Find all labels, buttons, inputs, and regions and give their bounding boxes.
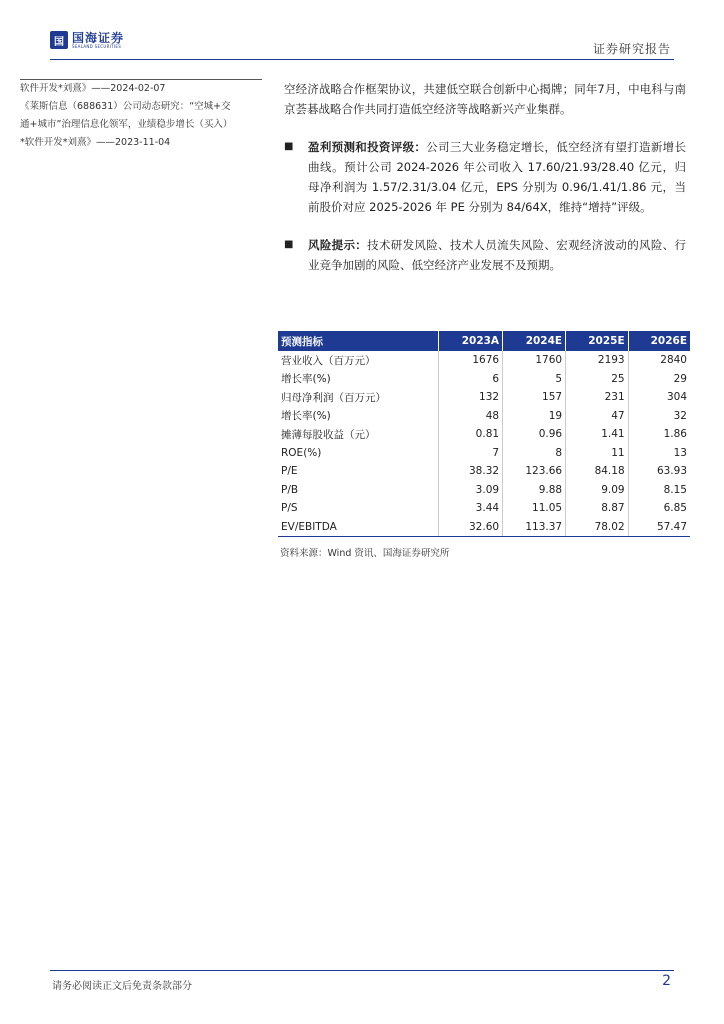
table-cell: 8.87 — [566, 499, 629, 518]
table-cell: 113.37 — [503, 518, 566, 537]
table-cell: 2840 — [660, 354, 687, 367]
table-row — [278, 481, 690, 500]
row-label: P/S — [278, 499, 439, 518]
table-cell: 3.44 — [439, 499, 503, 518]
table-cell: 1676 — [439, 351, 503, 370]
table-cell: 11 — [566, 444, 629, 463]
forecast-section — [284, 137, 686, 217]
table-cell: 48 — [439, 407, 503, 426]
table-cell: 6.85 — [663, 502, 687, 515]
company-logo — [50, 31, 124, 49]
table-cell: 29 — [673, 372, 687, 385]
table-cell: 6 — [439, 370, 503, 389]
bullet-square-icon: ■ — [284, 141, 294, 152]
table-cell: 5 — [503, 370, 566, 389]
table-row — [278, 388, 690, 407]
table-cell: 2193 — [566, 351, 629, 370]
table-cell: 1.41 — [566, 425, 629, 444]
table-cell: 231 — [566, 388, 629, 407]
row-label: ROE(%) — [278, 444, 439, 463]
logo-name: 国海证券 — [72, 30, 125, 45]
column-header: 预测指标 — [278, 331, 439, 351]
table-row — [278, 518, 690, 537]
table-cell: 1760 — [503, 351, 566, 370]
column-header: 2026E — [628, 331, 690, 351]
logo-english-name: SEALAND SECURITIES — [72, 43, 122, 49]
table-row — [278, 370, 690, 389]
table-source: 资料来源：Wind 资讯、国海证券研究所 — [280, 548, 450, 559]
related-report-line: 软件开发*刘熹》——2024-02-07 — [20, 83, 166, 94]
table-cell: 132 — [439, 388, 503, 407]
table-cell: 11.05 — [503, 499, 566, 518]
row-label: 增长率(%) — [278, 370, 439, 389]
table-row — [278, 462, 690, 481]
table-cell: 38.32 — [439, 462, 503, 481]
forecast-heading: 盈利预测和投资评级： — [308, 140, 427, 154]
related-report-line: 通+城市”治理信息化领军，业绩稳步增长（买入） — [20, 119, 233, 130]
table-cell: 84.18 — [566, 462, 629, 481]
table-cell: 8 — [503, 444, 566, 463]
table-cell: 304 — [666, 391, 687, 404]
risk-text: 技术研发风险、技术人员流失风险、宏观经济波动的风险、行业竞争加剧的风险、低空经济产业发展不及预期。 — [308, 238, 687, 272]
main-content — [284, 79, 686, 275]
table-cell: 8.15 — [663, 483, 687, 496]
page-number: 2 — [662, 973, 671, 989]
forecast-table — [278, 331, 690, 537]
header-divider — [50, 59, 674, 60]
table-row — [278, 351, 690, 370]
table-row — [278, 407, 690, 426]
related-report-line: *软件开发*刘熹》——2023-11-04 — [20, 137, 171, 148]
row-label: EV/EBITDA — [278, 518, 439, 537]
report-type: 证券研究报告 — [592, 42, 671, 56]
row-label: 摊薄每股收益（元） — [278, 425, 439, 444]
table-cell: 19 — [503, 407, 566, 426]
table-cell: 7 — [439, 444, 503, 463]
table-cell: 0.96 — [503, 425, 566, 444]
logo-icon: 国 — [50, 31, 68, 49]
row-label: 营业收入（百万元） — [278, 351, 439, 370]
risk-section — [284, 235, 686, 275]
forecast-text: 公司三大业务稳定增长，低空经济有望打造新增长曲线。预计公司 2024-2026 年公司收入 17.60/21.93/28.40 亿元，归母净利润为 1.57/2.31/3.04 亿元，EPS 分别为 0.96/1.41/1.86 元，当前股价对应 2025-2026 年 PE 分别为 84/64X，维持“增持”评级。 — [308, 140, 687, 214]
bullet-square-icon: ■ — [284, 239, 294, 250]
table-cell: 32.60 — [439, 518, 503, 537]
table-cell: 9.09 — [566, 481, 629, 500]
related-report-line: 《莱斯信息（688631）公司动态研究：“空城+交 — [20, 101, 231, 112]
table-cell: 3.09 — [439, 481, 503, 500]
table-row — [278, 444, 690, 463]
row-label: P/E — [278, 462, 439, 481]
footer-divider — [50, 970, 674, 971]
footer-disclaimer: 请务必阅读正文后免责条款部分 — [52, 981, 192, 992]
column-header: 2024E — [503, 331, 566, 351]
table-header-row — [278, 331, 690, 351]
row-label: 归母净利润（百万元） — [278, 388, 439, 407]
table-cell: 157 — [503, 388, 566, 407]
table-cell: 63.93 — [656, 465, 687, 478]
risk-heading: 风险提示： — [308, 238, 368, 252]
table-cell: 78.02 — [566, 518, 629, 537]
table-cell: 25 — [566, 370, 629, 389]
table-cell: 13 — [673, 446, 687, 459]
table-cell: 57.47 — [628, 518, 690, 537]
row-label: P/B — [278, 481, 439, 500]
table-cell: 0.81 — [439, 425, 503, 444]
related-reports — [20, 80, 262, 152]
table-cell: 32 — [673, 409, 687, 422]
column-header: 2025E — [566, 331, 629, 351]
table-row — [278, 425, 690, 444]
table-cell: 1.86 — [663, 428, 687, 441]
table-row — [278, 499, 690, 518]
table-cell: 47 — [566, 407, 629, 426]
intro-paragraph: 空经济战略合作框架协议，共建低空联合创新中心揭牌；同年7月，中电科与南京荟碁战略合作共同打造低空经济等战略新兴产业集群。 — [284, 82, 686, 116]
table-cell: 9.88 — [503, 481, 566, 500]
column-header: 2023A — [439, 331, 503, 351]
table-cell: 123.66 — [503, 462, 566, 481]
row-label: 增长率(%) — [278, 407, 439, 426]
